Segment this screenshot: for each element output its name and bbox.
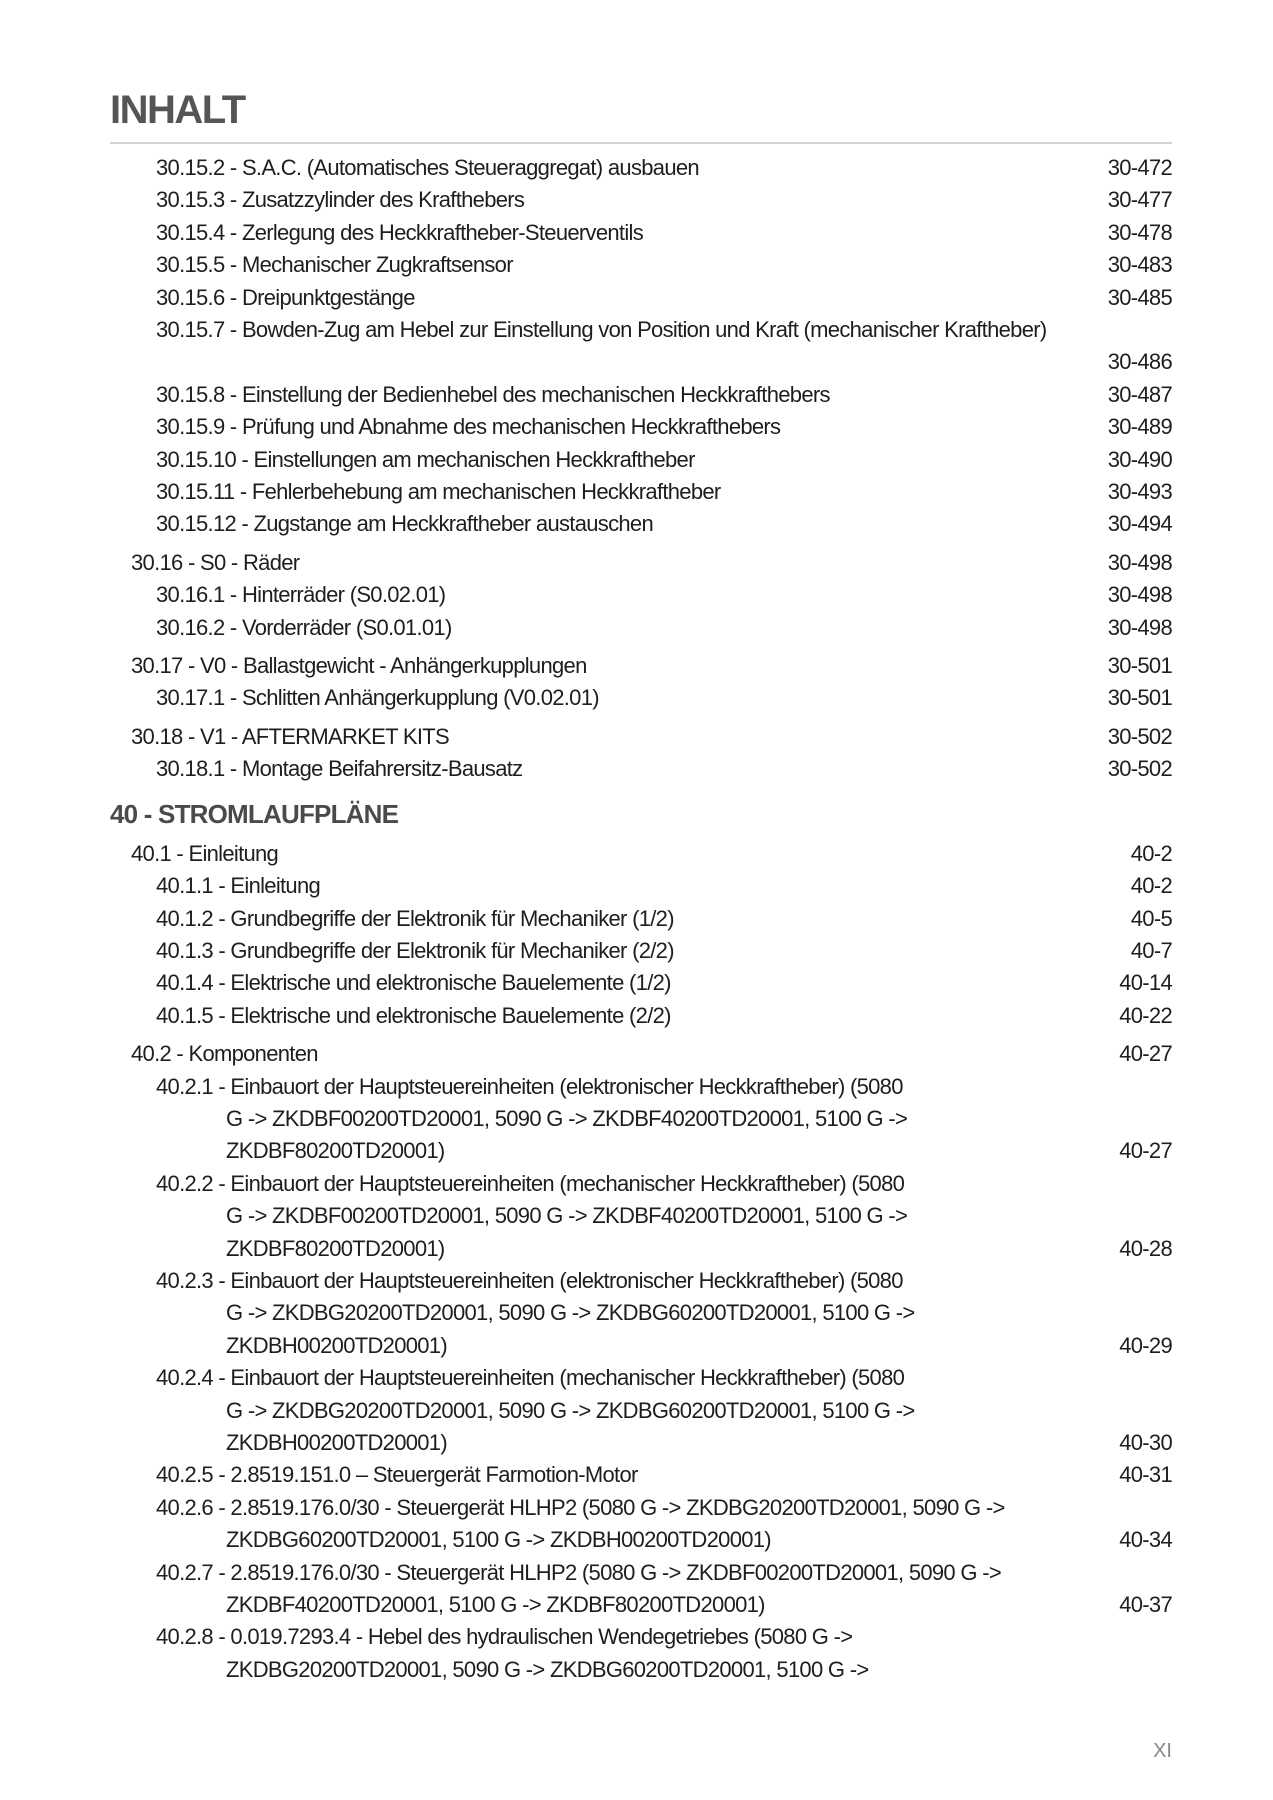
entry-title: 30.15.12 - Zugstange am Heckkraftheber austauschen — [156, 511, 653, 537]
entry-title: 30.15.4 - Zerlegung des Heckkraftheber-Steuerventils — [156, 219, 643, 245]
entry-page-number: 40-7 — [1130, 937, 1172, 963]
entry-title: 30.16.2 - Vorderräder (S0.01.01) — [156, 614, 452, 640]
table-of-contents — [110, 152, 1172, 1686]
entry-page-number: 40-31 — [1119, 1462, 1172, 1488]
toc-entry[interactable] — [110, 650, 1172, 682]
entry-page-number: 40-30 — [1119, 1430, 1172, 1456]
entry-title: 40.1.5 - Elektrische und elektronische Bauelemente (2/2) — [156, 1002, 671, 1028]
entry-title: 40.1.2 - Grundbegriffe der Elektronik für Mechaniker (1/2) — [156, 905, 674, 931]
entry-page-number: 30-502 — [1107, 723, 1172, 749]
entry-title: 40.1.1 - Einleitung — [156, 873, 321, 899]
entry-page-number: 30-498 — [1107, 549, 1172, 575]
toc-entry[interactable] — [110, 444, 1172, 476]
entry-title-continuation: ZKDBF80200TD20001) — [226, 1138, 445, 1164]
entry-page-number: 40-2 — [1130, 840, 1172, 866]
entry-title: 30.17.1 - Schlitten Anhängerkupplung (V0.02.01) — [156, 685, 599, 711]
entry-page-number: 40-22 — [1119, 1002, 1172, 1028]
entry-title: 30.15.6 - Dreipunktgestänge — [156, 284, 415, 310]
entry-title: 30.18.1 - Montage Beifahrersitz-Bausatz — [156, 756, 523, 782]
toc-entry[interactable] — [110, 249, 1172, 281]
entry-title: 30.15.11 - Fehlerbehebung am mechanischen Heckkraftheber — [156, 479, 721, 505]
toc-entry[interactable] — [110, 1038, 1172, 1070]
entry-title: 30.16 - S0 - Räder — [131, 549, 300, 575]
toc-entry[interactable] — [110, 1071, 1172, 1168]
toc-entry[interactable] — [110, 753, 1172, 785]
entry-title: 40.2.7 - 2.8519.176.0/30 - Steuergerät HLHP2 (5080 G -> ZKDBF00200TD20001, 5090 G -> — [156, 1559, 1001, 1585]
entry-title-continuation: ZKDBF80200TD20001) — [226, 1235, 445, 1261]
entry-page-number: 30-498 — [1107, 614, 1172, 640]
entry-page-number: 40-14 — [1119, 970, 1172, 996]
toc-entry[interactable] — [110, 579, 1172, 611]
entry-page-number: 40-34 — [1119, 1527, 1172, 1553]
entry-title-continuation: G -> ZKDBF00200TD20001, 5090 G -> ZKDBF40200TD20001, 5100 G -> — [226, 1105, 908, 1131]
entry-title-continuation: ZKDBH00200TD20001) — [226, 1332, 447, 1358]
entry-title: 30.15.8 - Einstellung der Bedienhebel des mechanischen Heckkrafthebers — [156, 381, 830, 407]
toc-entry[interactable] — [110, 476, 1172, 508]
entry-title: 40.2.1 - Einbauort der Hauptsteuereinheiten (elektronischer Heckkraftheber) (5080 — [156, 1073, 903, 1099]
toc-entry[interactable] — [110, 1000, 1172, 1032]
toc-entry[interactable] — [110, 379, 1172, 411]
toc-entry[interactable] — [110, 547, 1172, 579]
toc-entry[interactable] — [110, 282, 1172, 314]
entry-title-continuation: G -> ZKDBG20200TD20001, 5090 G -> ZKDBG60200TD20001, 5100 G -> — [226, 1397, 915, 1423]
entry-page-number: 30-501 — [1107, 685, 1172, 711]
entry-title: 40.2.5 - 2.8519.151.0 – Steuergerät Farmotion-Motor — [156, 1462, 638, 1488]
entry-title: 30.15.7 - Bowden-Zug am Hebel zur Einstellung von Position und Kraft (mechanischer Kraftheber) — [156, 317, 1047, 343]
entry-title: 30.15.5 - Mechanischer Zugkraftsensor — [156, 252, 513, 278]
entry-title-continuation: G -> ZKDBG20200TD20001, 5090 G -> ZKDBG60200TD20001, 5100 G -> — [226, 1300, 915, 1326]
entry-title-continuation — [156, 346, 1172, 378]
toc-entry[interactable] — [110, 508, 1172, 540]
entry-title: 40.2.4 - Einbauort der Hauptsteuereinheiten (mechanischer Heckkraftheber) (5080 — [156, 1365, 905, 1391]
entry-title-continuation: G -> ZKDBF00200TD20001, 5090 G -> ZKDBF40200TD20001, 5100 G -> — [226, 1203, 908, 1229]
entry-page-number: 30-487 — [1107, 381, 1172, 407]
toc-entry[interactable] — [110, 1362, 1172, 1459]
section-heading[interactable]: 40 - STROMLAUFPLÄNE — [110, 798, 399, 829]
entry-title: 40.2.8 - 0.019.7293.4 - Hebel des hydraulischen Wendegetriebes (5080 G -> — [156, 1624, 853, 1650]
toc-entry[interactable] — [110, 870, 1172, 902]
page-title: INHALT — [110, 88, 245, 132]
entry-page-number: 30-478 — [1107, 219, 1172, 245]
entry-page-number: 30-489 — [1107, 414, 1172, 440]
toc-entry[interactable] — [110, 967, 1172, 999]
toc-entry[interactable] — [110, 903, 1172, 935]
entry-page-number: 30-472 — [1107, 155, 1172, 180]
toc-entry[interactable] — [110, 682, 1172, 714]
toc-entry[interactable] — [110, 721, 1172, 753]
entry-page-number: 30-498 — [1107, 582, 1172, 608]
toc-entry[interactable] — [110, 411, 1172, 443]
entry-page-number: 40-29 — [1119, 1332, 1172, 1358]
entry-title: 30.15.10 - Einstellungen am mechanischen Heckkraftheber — [156, 446, 695, 472]
entry-title: 30.15.2 - S.A.C. (Automatisches Steueraggregat) ausbauen — [156, 155, 699, 180]
entry-title: 40.2.6 - 2.8519.176.0/30 - Steuergerät HLHP2 (5080 G -> ZKDBG20200TD20001, 5090 G -> — [156, 1494, 1005, 1520]
entry-title: 40.1 - Einleitung — [131, 840, 279, 866]
entry-page-number: 30-486 — [1107, 349, 1172, 375]
entry-title-continuation: ZKDBF40200TD20001, 5100 G -> ZKDBF80200TD20001) — [226, 1592, 765, 1618]
entry-page-number: 30-490 — [1107, 446, 1172, 472]
entry-page-number: 40-28 — [1119, 1235, 1172, 1261]
entry-title: 40.1.3 - Grundbegriffe der Elektronik für Mechaniker (2/2) — [156, 937, 674, 963]
entry-title: 30.18 - V1 - AFTERMARKET KITS — [131, 723, 449, 749]
toc-entry[interactable] — [110, 935, 1172, 967]
toc-entry[interactable] — [110, 314, 1172, 379]
entry-page-number: 40-27 — [1119, 1041, 1172, 1067]
toc-entry[interactable] — [110, 152, 1172, 184]
toc-entry[interactable] — [110, 1621, 1172, 1686]
entry-title: 30.15.3 - Zusatzzylinder des Krafthebers — [156, 187, 525, 213]
toc-entry[interactable] — [110, 1459, 1172, 1491]
entry-page-number: 40-27 — [1119, 1138, 1172, 1164]
entry-page-number: 40-37 — [1119, 1592, 1172, 1618]
entry-title-continuation: ZKDBH00200TD20001) — [226, 1430, 447, 1456]
entry-page-number: 30-494 — [1107, 511, 1172, 537]
toc-entry[interactable] — [110, 184, 1172, 216]
entry-title: 40.2 - Komponenten — [131, 1041, 318, 1067]
toc-entry[interactable] — [110, 1557, 1172, 1622]
toc-entry[interactable] — [110, 1168, 1172, 1265]
entry-page-number: 30-493 — [1107, 479, 1172, 505]
entry-title-continuation: ZKDBG60200TD20001, 5100 G -> ZKDBH00200TD20001) — [226, 1527, 771, 1553]
entry-title: 40.2.2 - Einbauort der Hauptsteuereinheiten (mechanischer Heckkraftheber) (5080 — [156, 1170, 905, 1196]
entry-title: 30.15.9 - Prüfung und Abnahme des mechanischen Heckkrafthebers — [156, 414, 781, 440]
title-divider — [110, 142, 1172, 144]
entry-title: 30.17 - V0 - Ballastgewicht - Anhängerkupplungen — [131, 653, 587, 679]
toc-entry[interactable] — [110, 1492, 1172, 1557]
entry-page-number: 30-485 — [1107, 284, 1172, 310]
toc-entry[interactable] — [110, 838, 1172, 870]
toc-entry[interactable] — [110, 217, 1172, 249]
entry-page-number: 30-502 — [1107, 756, 1172, 782]
page-number: XI — [1153, 1740, 1172, 1762]
entry-title: 40.2.3 - Einbauort der Hauptsteuereinheiten (elektronischer Heckkraftheber) (5080 — [156, 1267, 903, 1293]
entry-page-number: 30-483 — [1107, 252, 1172, 278]
toc-entry[interactable] — [110, 612, 1172, 644]
entry-page-number: 30-477 — [1107, 187, 1172, 213]
entry-page-number: 40-5 — [1130, 905, 1172, 931]
entry-title: 30.16.1 - Hinterräder (S0.02.01) — [156, 582, 446, 608]
entry-title-continuation: ZKDBG20200TD20001, 5090 G -> ZKDBG60200TD20001, 5100 G -> — [226, 1656, 869, 1682]
toc-entry[interactable] — [110, 1265, 1172, 1362]
entry-page-number: 30-501 — [1107, 653, 1172, 679]
entry-title: 40.1.4 - Elektrische und elektronische Bauelemente (1/2) — [156, 970, 671, 996]
entry-page-number: 40-2 — [1130, 873, 1172, 899]
